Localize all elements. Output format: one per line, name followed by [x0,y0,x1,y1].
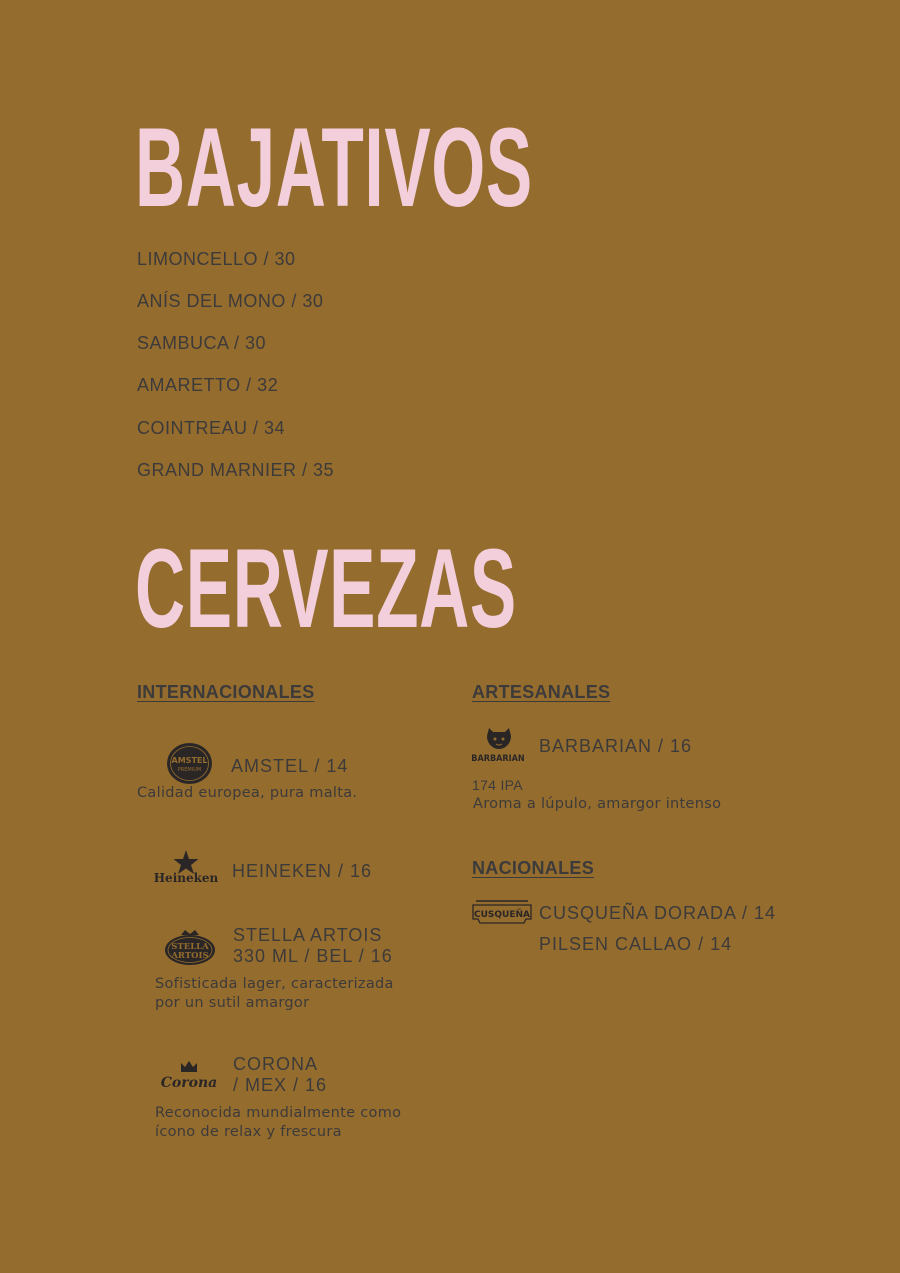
corona-logo-text: Corona [160,1075,218,1091]
amstel-name: AMSTEL / 14 [231,756,349,776]
barbarian-name: BARBARIAN / 16 [539,736,693,756]
digestif-item: AMARETTO / 32 [137,375,279,395]
stella-artois-logo [163,926,217,966]
digestif-item: GRAND MARNIER / 35 [137,460,335,480]
heineken-name: HEINEKEN / 16 [232,861,373,881]
internacionales-heading: INTERNACIONALES [137,682,315,702]
cervezas-title-wrap [135,526,751,651]
bear-icon [487,728,511,749]
heineken-logo-text: Heineken [154,871,218,884]
corona-description-2: ícono de relax y frescura [155,1124,342,1140]
bajativos-title-wrap [135,105,777,230]
digestif-item: COINTREAU / 34 [137,418,286,438]
corona-detail: / MEX / 16 [233,1075,328,1095]
artois-logo-text: ARTOIS [171,951,209,961]
artesanales-heading: ARTESANALES [472,682,611,702]
bajativos-title: BAJATIVOS [135,105,533,230]
crown-icon [181,1061,197,1070]
cervezas-title: CERVEZAS [135,526,517,651]
cusquena-logo [472,899,532,925]
digestif-item: ANÍS DEL MONO / 30 [137,291,324,311]
amstel-logo-text: AMSTEL [171,756,208,765]
corona-description-1: Reconocida mundialmente como [155,1105,402,1121]
stella-logo-text: STELLA [171,942,209,952]
corona-logo [160,1058,218,1092]
amstel-logo-subtext: PREMIUM [177,767,202,773]
cusquena-logo-text: CUSQUEÑA [474,910,530,920]
barbarian-description: Aroma a lúpulo, amargor intenso [473,796,722,812]
barbarian-logo-text: BARBARIAN [471,754,525,764]
barbarian-logo [471,724,527,764]
stella-artois-description-1: Sofisticada lager, caracterizada [155,976,394,992]
amstel-description: Calidad europea, pura malta. [137,785,358,801]
stella-artois-name: STELLA ARTOIS [233,925,383,945]
barbarian-style: 174 IPA [472,777,523,793]
corona-name: CORONA [233,1054,319,1074]
stella-artois-description-2: por un sutil amargor [155,995,310,1011]
digestif-item: SAMBUCA / 30 [137,333,267,353]
cusquena-name: CUSQUEÑA DORADA / 14 [539,903,777,923]
digestif-item: LIMONCELLO / 30 [137,249,296,269]
heineken-logo [154,848,218,884]
stella-artois-detail: 330 ML / BEL / 16 [233,946,393,966]
amstel-logo [166,742,213,785]
nacionales-heading: NACIONALES [472,858,595,878]
pilsen-name: PILSEN CALLAO / 14 [539,934,733,954]
